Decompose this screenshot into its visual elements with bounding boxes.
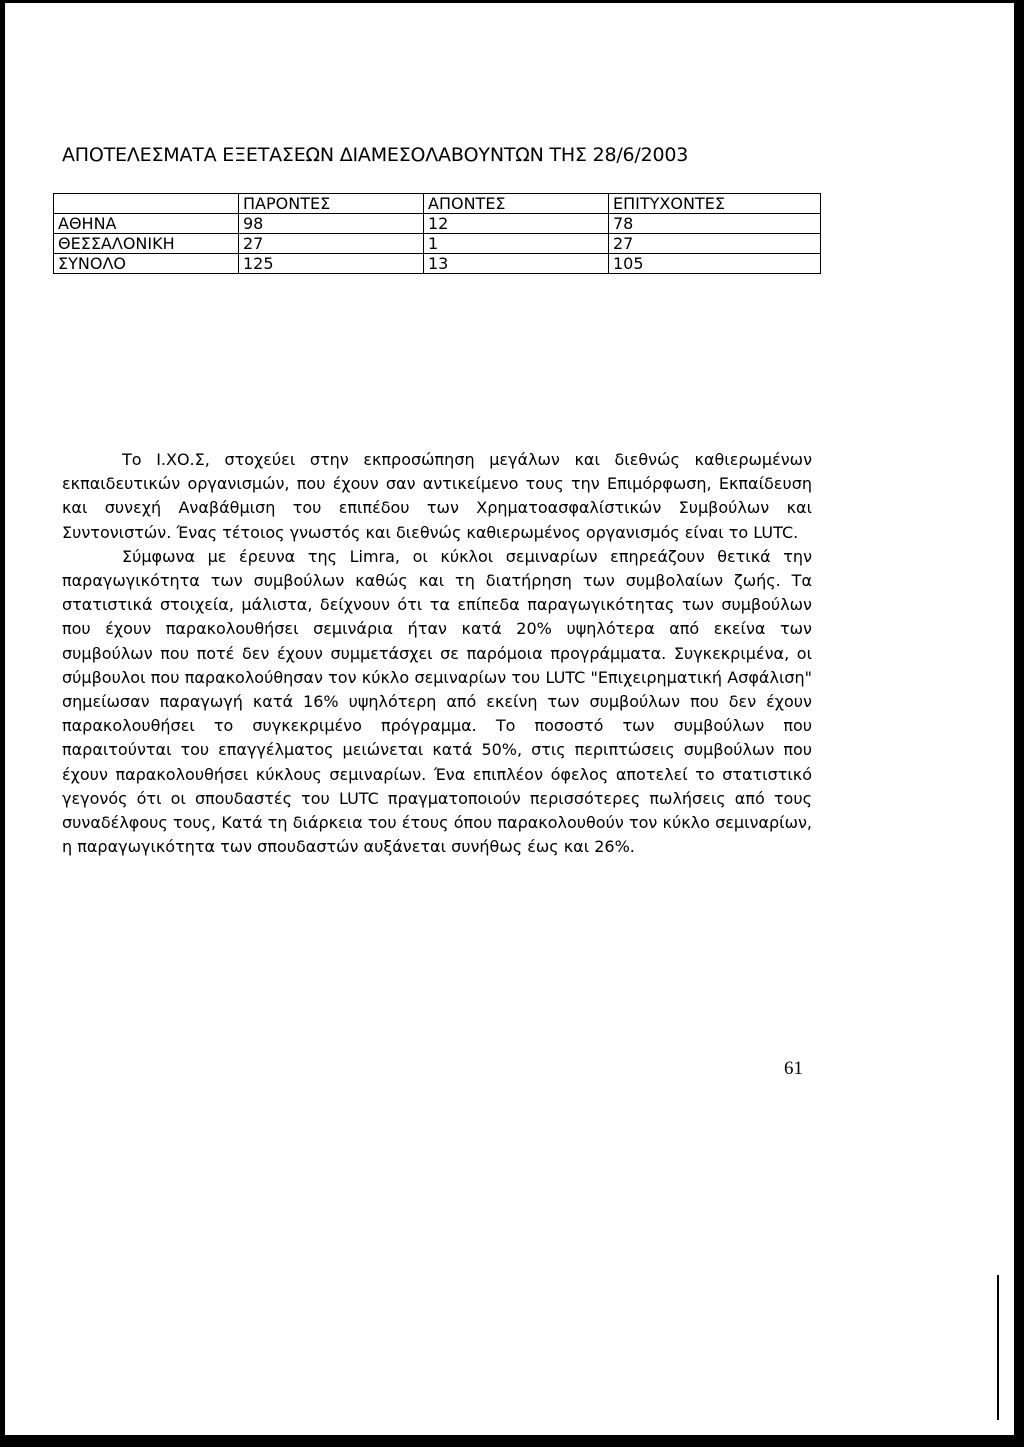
table-header-row [54,194,821,214]
scan-border-bottom [0,1435,1024,1447]
cell-city: ΘΕΣΣΑΛΟΝΙΚΗ [54,234,239,254]
scan-border-right [1014,0,1024,1447]
cell-present: 27 [239,234,424,254]
table-row [54,254,821,274]
header-cell-successful: ΕΠΙΤΥΧΟΝΤΕΣ [609,194,821,214]
exam-results-table [53,193,821,274]
cell-successful: 78 [609,214,821,234]
page-number: 61 [784,1058,803,1079]
scan-border-top [0,0,1024,3]
cell-city: ΑΘΗΝΑ [54,214,239,234]
cell-absent: 1 [424,234,609,254]
scan-border-left [0,0,5,1447]
table-row [54,234,821,254]
cell-present: 125 [239,254,424,274]
cell-present: 98 [239,214,424,234]
cell-absent: 13 [424,254,609,274]
paragraph: Σύμφωνα με έρευνα της Limra, οι κύκλοι σεμιναρίων επηρεάζουν θετικά την παραγωγικότητα των συμβούλων καθώς και τη διατήρηση των συμβολαίων ζωής. Τα στατιστικά στοιχεία, μάλιστα, δείχνουν ότι τα επίπεδα παραγωγικότητας των συμβούλων που έχουν παρακολουθήσει σεμινάρια ήταν κατά 20% υψηλότερα από εκείνα των συμβούλων που ποτέ δεν έχουν συμμετάσχει σε παρόμοια προγράμματα. Συγκεκριμένα, οι σύμβουλοι που παρακολούθησαν τον κύκλο σεμιναρίων του LUTC "Επιχειρηματική Ασφάλιση" σημείωσαν παραγωγή κατά 16% υψηλότερη από εκείνη των συμβούλων που δεν έχουν παρακολουθήσει το συγκεκριμένο πρόγραμμα. Το ποσοστό των συμβούλων που παραιτούνται του επαγγέλματος μειώνεται κατά 50%, στις περιπτώσεις συμβούλων που έχουν παρακολουθήσει κύκλους σεμιναρίων. Ένα επιπλέον όφελος αποτελεί το στατιστικό γεγονός ότι οι σπουδαστές του LUTC πραγματοποιούν περισσότερες πωλήσεις από τους συναδέλφους τους, Κατά τη διάρκεια του έτους όπου παρακολουθούν τον κύκλο σεμιναρίων, η παραγωγικότητα των σπουδαστών αυξάνεται συνήθως έως και 26%. [62,546,812,857]
table-row [54,214,821,234]
header-cell-empty [54,194,239,214]
header-cell-absent: ΑΠΟΝΤΕΣ [424,194,609,214]
cell-absent: 12 [424,214,609,234]
cell-successful: 27 [609,234,821,254]
cell-successful: 105 [609,254,821,274]
margin-line [997,1275,999,1420]
body-text [62,448,812,859]
header-cell-present: ΠΑΡΟΝΤΕΣ [239,194,424,214]
cell-city: ΣΥΝΟΛΟ [54,254,239,274]
paragraph: Το Ι.ΧΟ.Σ, στοχεύει στην εκπροσώπηση μεγάλων και διεθνώς καθιερωμένων εκπαιδευτικών οργανισμών, που έχουν σαν αντικείμενο τους την Επιμόρφωση, Εκπαίδευση και συνεχή Αναβάθμιση του επιπέδου των Χρηματοασφαλίστικών Συμβούλων και Συντονιστών. Ένας τέτοιος γνωστός και διεθνώς καθιερωμένος οργανισμός είναι το LUTC. [62,450,812,542]
page-heading: ΑΠΟΤΕΛΕΣΜΑΤΑ ΕΞΕΤΑΣΕΩΝ ΔΙΑΜΕΣΟΛΑΒΟΥΝΤΩΝ ΤΗΣ 28/6/2003 [62,144,689,166]
